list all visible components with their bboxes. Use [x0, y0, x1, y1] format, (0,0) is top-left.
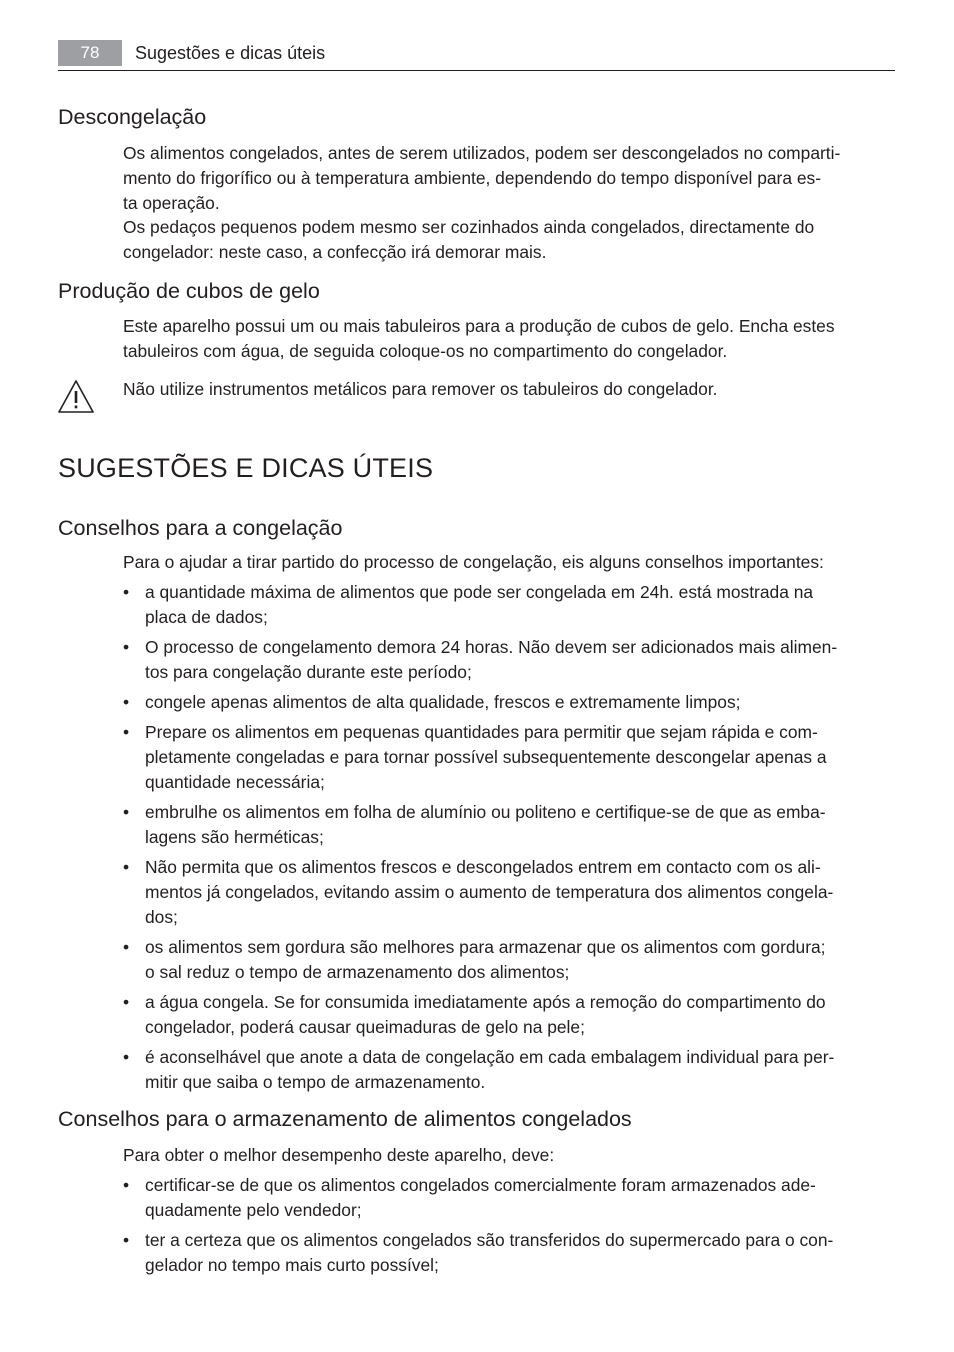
bullet-symbol: • [123, 937, 130, 957]
ice-paragraph [123, 314, 895, 364]
text-line: tos para congelação durante este período; [145, 661, 472, 682]
text-line: Prepare os alimentos em pequenas quantidades para permitir que sejam rápida e com- [145, 722, 818, 742]
text-line: pletamente congeladas e para tornar possível subsequentemente descongelar apenas a [145, 746, 827, 767]
bullet-symbol: • [123, 637, 130, 657]
text-line: ta operação. [123, 192, 220, 213]
heading-defrost: Descongelação [58, 105, 207, 129]
text-line: o sal reduz o tempo de armazenamento dos alimentos; [145, 961, 570, 982]
text-line: certificar-se de que os alimentos congelados comercialmente foram armazenados ade- [145, 1175, 816, 1195]
section-title: SUGESTÕES E DICAS ÚTEIS [58, 453, 434, 483]
text-line: ter a certeza que os alimentos congelados são transferidos do supermercado para o con- [145, 1230, 834, 1250]
text-line: a quantidade máxima de alimentos que pode ser congelada em 24h. está mostrada na [145, 582, 814, 602]
text-line: é aconselhável que anote a data de congelação em cada embalagem individual para per- [145, 1047, 835, 1067]
text-line: congele apenas alimentos de alta qualidade, frescos e extremamente limpos; [145, 692, 741, 712]
text-line: embrulhe os alimentos em folha de alumínio ou politeno e certifique-se de que as emba- [145, 802, 826, 822]
text-line: O processo de congelamento demora 24 horas. Não devem ser adicionados mais alimen- [145, 637, 838, 657]
warning-triangle-icon [57, 379, 95, 415]
text-line: gelador no tempo mais curto possível; [145, 1254, 439, 1275]
text-line: mento do frigorífico ou à temperatura ambiente, dependendo do tempo disponível para es- [123, 167, 821, 188]
header-rule [58, 70, 895, 71]
text-line: Este aparelho possui um ou mais tabuleiros para a produção de cubos de gelo. Encha estes [123, 316, 835, 336]
text-line: congelador, poderá causar queimaduras de gelo na pele; [145, 1016, 585, 1037]
text-line: mitir que saiba o tempo de armazenamento. [145, 1071, 486, 1092]
bullet-symbol: • [123, 1230, 130, 1250]
text-line: Não permita que os alimentos frescos e descongelados entrem em contacto com os ali- [145, 857, 821, 877]
bullet-symbol: • [123, 1175, 130, 1195]
text-line: placa de dados; [145, 606, 268, 627]
text-line: tabuleiros com água, de seguida coloque-os no compartimento do congelador. [123, 340, 728, 361]
text-line: quantidade necessária; [145, 771, 325, 792]
text-line: quadamente pelo vendedor; [145, 1199, 362, 1220]
warning-text: Não utilize instrumentos metálicos para remover os tabuleiros do congelador. [123, 379, 718, 399]
storage-intro: Para obter o melhor desempenho deste aparelho, deve: [123, 1145, 555, 1165]
text-line: os alimentos sem gordura são melhores para armazenar que os alimentos com gordura; [145, 937, 826, 957]
page-header [58, 40, 895, 71]
text-line: lagens são herméticas; [145, 826, 324, 847]
text-line: dos; [145, 906, 178, 927]
text-line: a água congela. Se for consumida imediatamente após a remoção do compartimento do [145, 992, 826, 1012]
bullet-symbol: • [123, 857, 130, 877]
bullet-symbol: • [123, 802, 130, 822]
text-line: congelador: neste caso, a confecção irá demorar mais. [123, 242, 547, 263]
heading-freezing: Conselhos para a congelação [58, 516, 343, 540]
bullet-symbol: • [123, 1047, 130, 1067]
text-line: Os pedaços pequenos podem mesmo ser cozinhados ainda congelados, directamente do [123, 217, 815, 238]
page-number: 78 [58, 40, 122, 66]
text-line: mentos já congelados, evitando assim o aumento de temperatura dos alimentos congela- [145, 881, 834, 902]
heading-storage: Conselhos para o armazenamento de alimentos congelados [58, 1107, 632, 1131]
running-title: Sugestões e dicas úteis [135, 43, 326, 63]
defrost-paragraph [123, 141, 895, 265]
text-line: Os alimentos congelados, antes de serem utilizados, podem ser descongelados no comparti- [123, 143, 841, 163]
bullet-symbol: • [123, 582, 130, 602]
bullet-symbol: • [123, 692, 130, 712]
heading-ice: Produção de cubos de gelo [58, 279, 320, 303]
bullet-symbol: • [123, 722, 130, 742]
bullet-symbol: • [123, 992, 130, 1012]
freezing-intro: Para o ajudar a tirar partido do processo de congelação, eis alguns conselhos importantes: [123, 552, 824, 572]
